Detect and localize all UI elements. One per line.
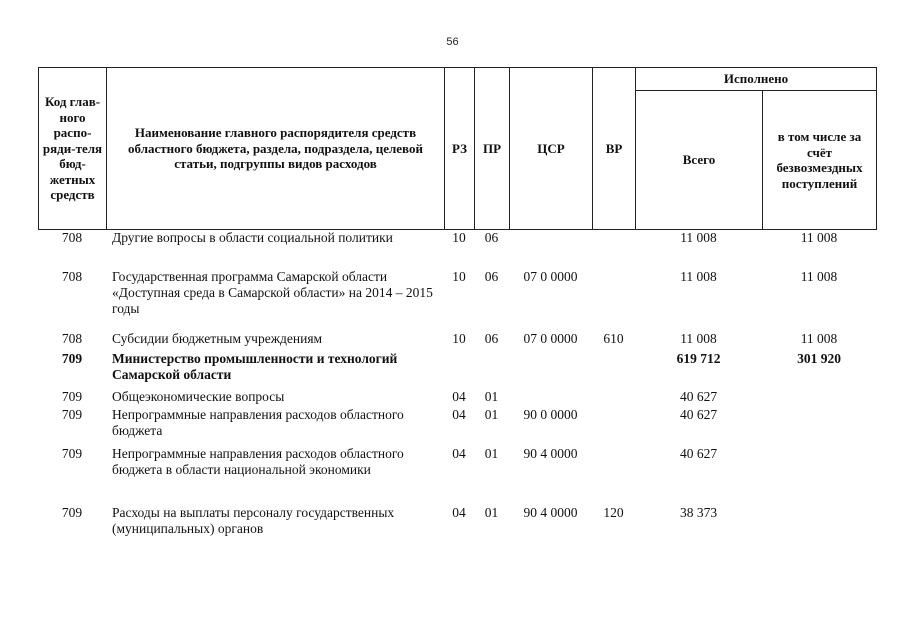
row-vr (592, 446, 635, 505)
row-code: 709 (61, 505, 83, 520)
row-code: 708 (61, 230, 83, 245)
header-vr: ВР (593, 68, 636, 230)
header-executed: Исполнено (636, 68, 877, 91)
row-csr (509, 389, 592, 407)
row-rz: 04 (452, 407, 466, 422)
row-total: 11 008 (680, 269, 717, 284)
header-pr: ПР (475, 68, 510, 230)
row-free: 11 008 (800, 230, 838, 245)
row-rz (444, 351, 474, 389)
row-name: Субсидии бюджетным учреждениям (112, 331, 323, 346)
row-code: 709 (61, 446, 83, 461)
row-pr: 06 (484, 230, 499, 245)
row-name: Другие вопросы в области социальной политики (112, 230, 393, 245)
row-vr: 120 (603, 505, 624, 520)
row-free (762, 407, 876, 446)
row-free (762, 446, 876, 505)
row-csr (509, 230, 592, 269)
row-csr: 90 4 0000 (523, 505, 578, 520)
table-row (38, 351, 876, 389)
row-vr (592, 407, 635, 446)
table-row (38, 446, 876, 505)
row-pr: 01 (484, 407, 499, 422)
row-total: 11 008 (680, 230, 717, 245)
row-free: 301 920 (797, 351, 841, 366)
table-row (38, 407, 876, 446)
header-name: Наименование главного распорядителя средств областного бюджета, раздела, подраздела, целевой статьи, подгруппы видов расходов (107, 68, 445, 230)
row-rz: 04 (452, 446, 466, 461)
table-row (38, 269, 876, 331)
row-code: 709 (61, 389, 83, 404)
row-vr (592, 230, 635, 269)
row-total: 40 627 (679, 389, 718, 404)
row-pr: 06 (484, 331, 499, 346)
row-csr: 07 0 0000 (523, 331, 578, 346)
row-name: Непрограммные направления расходов областного бюджета в области национальной экономики (112, 446, 404, 477)
row-csr: 90 4 0000 (523, 446, 578, 461)
row-csr: 90 0 0000 (523, 407, 578, 422)
row-pr: 01 (484, 389, 499, 404)
row-total: 38 373 (679, 505, 718, 520)
row-vr: 610 (603, 331, 624, 346)
row-total: 11 008 (680, 331, 717, 346)
row-code: 709 (61, 407, 83, 422)
table-row (38, 230, 876, 269)
row-csr: 07 0 0000 (523, 269, 578, 284)
header-incl-free: в том числе за счёт безвозмездных поступлений (763, 91, 877, 230)
row-rz: 10 (452, 331, 466, 346)
row-free: 11 008 (800, 269, 838, 284)
row-pr: 01 (484, 446, 499, 461)
row-name: Расходы на выплаты персоналу государственных (муниципальных) органов (112, 505, 395, 536)
row-code: 708 (61, 269, 83, 284)
table-header (38, 67, 877, 230)
row-rz: 04 (452, 505, 466, 520)
row-pr: 01 (484, 505, 499, 520)
row-rz: 04 (452, 389, 466, 404)
header-total: Всего (636, 91, 763, 230)
header-code: Код глав-ного распо-ряди-теля бюд-жетных средств (39, 68, 107, 230)
row-name: Государственная программа Самарской области «Доступная среда в Самарской области» на 2014 – 2015 годы (112, 269, 433, 316)
row-vr (592, 389, 635, 407)
row-csr (509, 351, 592, 389)
page-number: 56 (446, 36, 459, 48)
table-row (38, 331, 876, 351)
row-name: Министерство промышленности и технологий Самарской области (112, 351, 398, 382)
row-free: 11 008 (800, 331, 838, 346)
row-pr (474, 351, 509, 389)
row-pr: 06 (484, 269, 499, 284)
row-rz: 10 (452, 269, 466, 284)
row-total: 40 627 (679, 407, 718, 422)
row-vr (592, 269, 635, 331)
row-total: 619 712 (676, 351, 721, 366)
table-body (38, 230, 876, 545)
header-csr: ЦСР (510, 68, 593, 230)
header-rz: РЗ (445, 68, 475, 230)
table-row (38, 505, 876, 545)
row-code: 709 (61, 351, 83, 366)
row-free (762, 389, 876, 407)
table-row (38, 389, 876, 407)
row-vr (592, 351, 635, 389)
row-free (762, 505, 876, 545)
row-name: Непрограммные направления расходов областного бюджета (112, 407, 404, 438)
row-total: 40 627 (679, 446, 718, 461)
row-code: 708 (61, 331, 83, 346)
row-rz: 10 (452, 230, 466, 245)
row-name: Общеэкономические вопросы (112, 389, 285, 404)
